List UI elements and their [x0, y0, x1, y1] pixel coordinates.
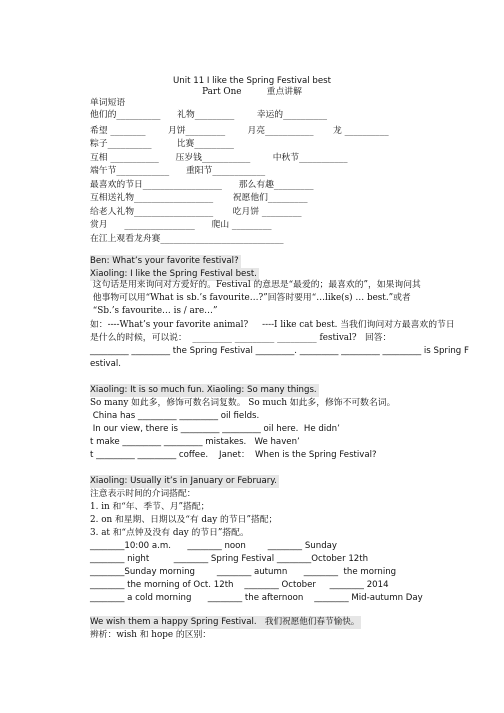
- vocab-line: 他们的__________ 礼物_________ 幸运的__________: [90, 110, 328, 120]
- dialogue-answer: Xiaoling: I like the Spring Festival best.: [90, 269, 257, 279]
- vocab-line: 端午节____________ 重阳节____________: [90, 166, 266, 176]
- exercise-line: China has _________ _________ oil fields.: [90, 411, 260, 421]
- explanation-line: estival.: [90, 359, 121, 369]
- vocab-line: 互相送礼物__________________ 祝愿他们_________: [90, 193, 308, 203]
- exercise-line: ________10:00 a.m. ________ noon ________ Sunday: [90, 541, 337, 551]
- vocab-line: 粽子__________ 比赛_________: [90, 139, 234, 149]
- vocab-line: 最喜欢的节日__________________ 那么有趣_________: [90, 180, 314, 190]
- exercise-line: ________ a cold morning ________ the afternoon ________ Mid-autumn Day: [90, 593, 423, 603]
- explanation-line: _________ _________ the Spring Festival _________. _________ _________ _________ is Spring F: [90, 346, 469, 356]
- explanation-line: 辨析：wish 和 hope 的区别：: [90, 630, 212, 640]
- exercise-line: ________ the morning of Oct. 12th ________ October ________ 2014: [90, 580, 389, 590]
- vocab-line: 在江上观看龙舟赛____________________________: [90, 234, 284, 244]
- sentence-highlight: We wish them a happy Spring Festival. 我们祝愿他们春节愉快。: [90, 617, 360, 627]
- explanation-line: So many 如此多，修饰可数名词复数。 So much 如此多，修饰不可数名词。: [90, 398, 396, 408]
- explanation-line: “Sb.’s favourite… is / are…”: [90, 306, 218, 316]
- dialogue-question: Ben: What’s your favorite festival?: [90, 256, 239, 266]
- exercise-line: ________Sunday morning ________ autumn ________ the morning: [90, 567, 397, 577]
- explanation-line: 如：----What’s your favorite animal? ----I like cat best. 当我们询问对方最喜欢的节日: [90, 320, 455, 330]
- vocab-heading: 单词短语: [90, 98, 126, 108]
- document-title: Unit 11 I like the Spring Festival best: [173, 76, 331, 86]
- exercise-line: ________ night ________ Spring Festival ________October 12th: [90, 554, 369, 564]
- dialogue-answer: Xiaoling: Usually it’s in January or February.: [90, 476, 277, 486]
- explanation-line: 1. in 和“年、季节、月”搭配；: [90, 502, 210, 512]
- vocab-line: 互相 ___________ 压岁钱___________ 中秋节___________: [90, 153, 348, 163]
- vocab-line: 给老人礼物__________________ 吃月饼 _________: [90, 207, 302, 217]
- document-subtitle: Part One 重点讲解: [202, 87, 302, 97]
- explanation-line: 2. on 和星期、日期以及“有 day 的节日”搭配；: [90, 515, 278, 525]
- explanation-line: 3. at 和“点钟及没有 day 的节日”搭配。: [90, 528, 249, 538]
- exercise-line: t _________ _________ coffee. Janet： When is the Spring Festival?: [90, 450, 377, 460]
- explanation-line: 注意表示时间的介词搭配：: [90, 489, 196, 499]
- vocab-line: 赏月 ________________ 爬山 _________: [90, 220, 272, 230]
- vocab-line: 希望 ________ 月饼_________ 月亮___________ 龙 __________: [90, 126, 389, 136]
- dialogue-line: Xiaoling: It is so much fun. Xiaoling: So many things.: [90, 385, 317, 395]
- explanation-line: 这句话是用来询问对方爱好的。Festival 的意思是“最爱的；最喜欢的”，如果询问其: [90, 280, 421, 290]
- exercise-line: t make _________ _________ mistakes. We haven’: [90, 437, 300, 447]
- explanation-line: 他事物可以用“What is sb.’s favourite…?”回答时要用“…like(s) … best.”或者: [90, 293, 411, 303]
- exercise-line: In our view, there is _________ _________ oil here. He didn’: [90, 424, 340, 434]
- explanation-line: 是什么的时候，可以说： _________ _________ _________ festival? 回答：: [90, 333, 392, 343]
